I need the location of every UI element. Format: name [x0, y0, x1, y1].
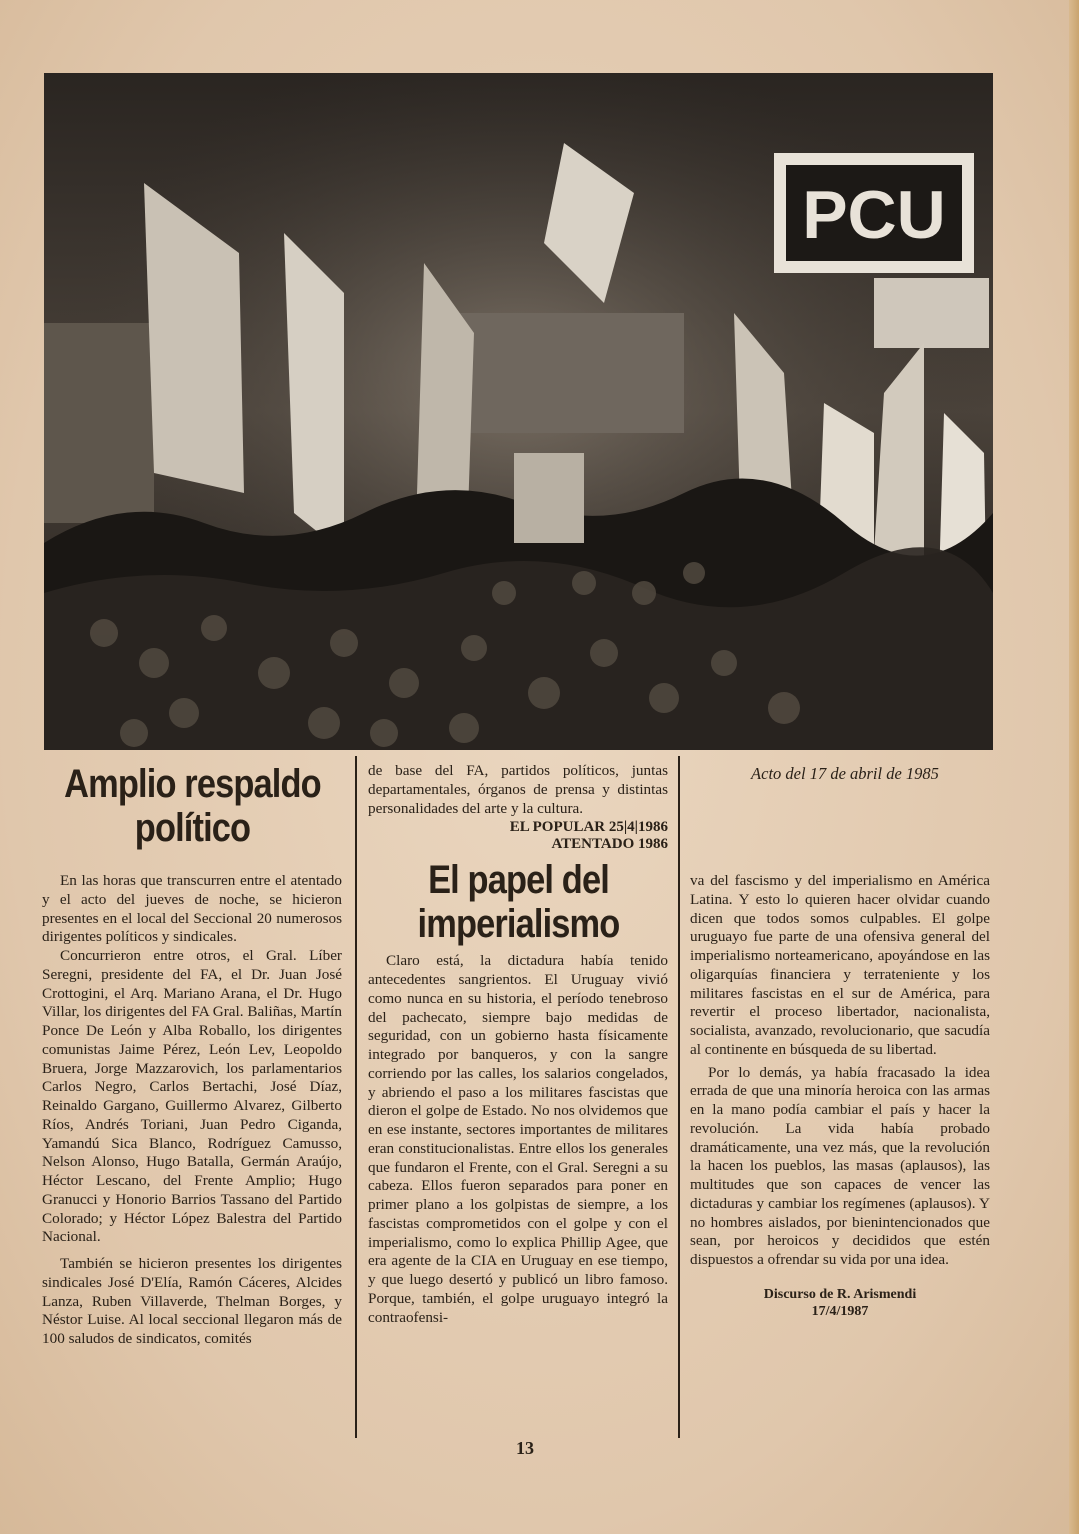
article2-headline: El papel del imperialismo: [417, 858, 620, 947]
column-rule-1: [355, 756, 357, 1438]
pcu-sign: PCU: [802, 177, 946, 253]
article1-paragraph: También se hicieron presentes los dirigentes sindicales José D'Elía, Ramón Cáceres, Alcides Lanza, Ruben Villaverde, Thelman Borges, y Néstor Luise. Al local seccional llegaron más de 100 saludos de sindicatos, comités: [42, 1255, 342, 1347]
source-line: EL POPULAR 25|4|1986: [509, 819, 668, 836]
signature-date: 17/4/1987: [811, 1303, 869, 1319]
article2-paragraph: va del fascismo y del imperialismo en América Latina. Y esto lo quieren hacer olvidar cuando dicen que todos somos culpables. El golpe uruguayo fue parte de una ofensiva general del imperialismo norteamericano, apoyándose en las oligarquías financiera y terrateniente y los militares fascistas en el sur de América, para revertir el proceso libertador, nacionalista, socialista, avanzado, revolucionario, que sacudía al continente en búsqueda de su libertad.: [690, 872, 990, 1058]
article1-paragraph: En las horas que transcurren entre el atentado y el acto del jueves de noche, se hicieron presentes en el local del Seccional 20 numerosos dirigentes políticos y sindicales.: [42, 872, 342, 946]
page-edge: [1069, 0, 1079, 1534]
article1-continuation: de base del FA, partidos políticos, juntas departamentales, órganos de prensa y distintas personalidades del arte y la cultura.: [368, 762, 668, 817]
column-rule-2: [678, 756, 680, 1438]
article2-paragraph: Por lo demás, ya había fracasado la idea errada de que una minoría heroica con las armas en la mano podía cambiar el país y hacer la revolución. La vida había probado dramáticamente, una vez más, que la revolución la hacen los pueblos, las masas (aplausos), las multitudes que son capaces de vencer las dictaduras y cambiar los regímenes (aplausos). Y no hombres aislados, por bienintencionados que sean, por heroicos y decididos que estén dispuestos a ofrendar su vida por una idea.: [690, 1063, 990, 1268]
source-line: ATENTADO 1986: [551, 836, 668, 853]
rally-photo-graphic: [44, 73, 993, 750]
signature-name: Discurso de R. Arismendi: [763, 1286, 917, 1302]
article-column-2: [368, 762, 668, 1327]
article1-paragraph: Concurrieron entre otros, el Gral. Líber Seregni, presidente del FA, el Dr. Juan José Crottogini, el Arq. Mariano Arana, el Dr. Hugo Villar, los dirigentes del FA Gral. Baliñas, Martín Ponce De León y Alba Roballo, los dirigentes comunistas Jaime Pérez, León Lev, Leopoldo Bruera, Jorge Mazzarovich, los parlamentarios Carlos Negro, Carlos Bertachi, José Díaz, Reinaldo Gargano, Guillermo Alvarez, Gilberto Ríos, Andrés Toriani, Juan Pedro Ciganda, Yamandú Sica Blanco, Rodríguez Camusso, Nelson Alonso, Hugo Batalla, Germán Araújo, Héctor Lescano, del Frente Amplio; Hugo Granucci y Honorio Barrios Tassano del Partido Colorado; y Héctor López Balestra del Partido Nacional.: [42, 947, 342, 1246]
photo-caption: Acto del 17 de abril de 1985: [751, 764, 939, 783]
page-number: 13: [516, 1438, 534, 1458]
article2-paragraph: Claro está, la dictadura había tenido antecedentes sangrientos. El Uruguay vivió como nunca en su historia, el período tenebroso del pachecato, siempre bajo medidas de seguridad, con un gobierno hasta físicamente integrado por banqueros, y con la sangre corriendo por las calles, los salarios congelados, y abriendo el paso a los militares fascistas que dieron el golpe de Estado. No nos olvidemos que en ese instante, sectores importantes de militares eran constitucionalistas. Entre ellos los generales que fundaron el Frente, con el Gral. Seregni a su cabeza. Ellos fueron separados para poner en primer plano a los golpistas de siempre, a los fascistas comprometidos con el golpe y con el imperialismo, como lo explica Phillip Agee, que era agente de la CIA en Uruguay en ese tiempo, y que luego desertó y publicó un libro famoso. Porque, también, el golpe uruguayo integró la contraofensi-: [368, 952, 668, 1326]
rally-photo: [44, 73, 993, 750]
article1-column: [42, 762, 342, 1349]
article1-headline: Amplio respaldo político: [64, 762, 321, 850]
article-column-3: [690, 872, 990, 1320]
signature: [690, 1286, 990, 1320]
